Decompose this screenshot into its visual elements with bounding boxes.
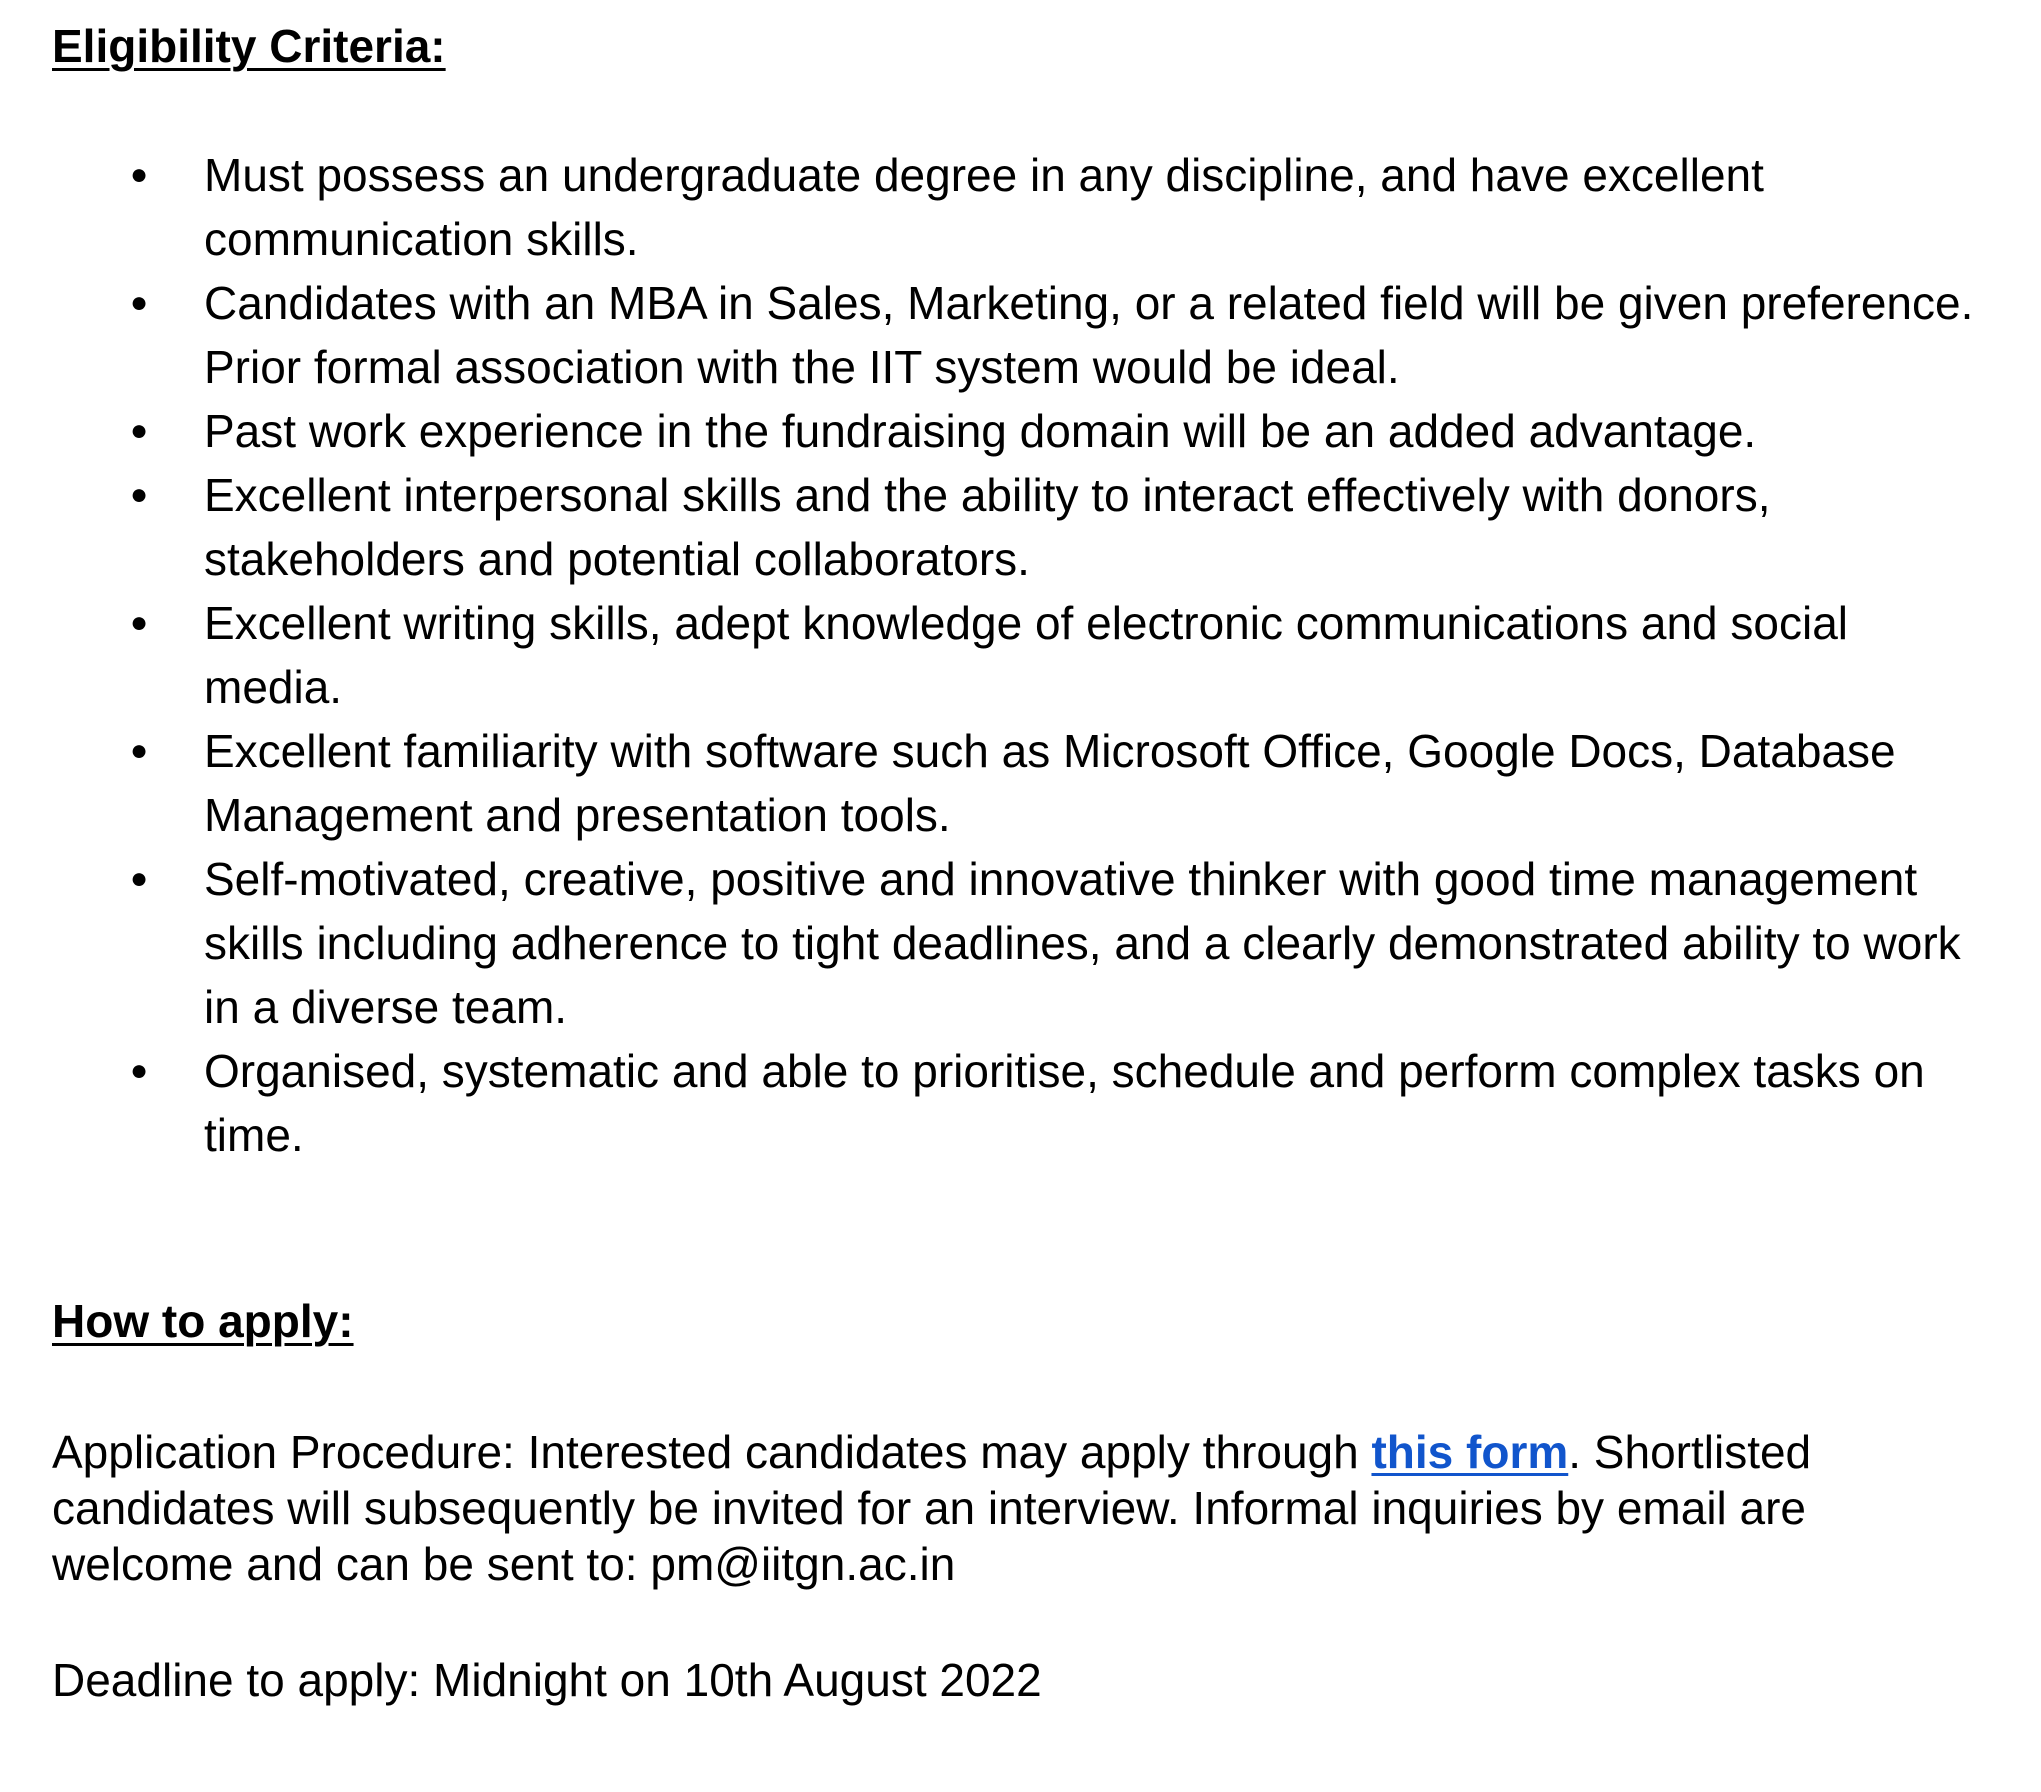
criteria-text: Excellent interpersonal skills and the ability to interact effectively with donors, stakeholders and potential collaborators. xyxy=(204,469,1771,585)
bullet-icon: ● xyxy=(130,478,149,511)
bullet-icon: ● xyxy=(130,734,149,767)
criteria-item xyxy=(0,719,1974,847)
criteria-text: Organised, systematic and able to prioritise, schedule and perform complex tasks on time. xyxy=(204,1045,1925,1161)
criteria-item xyxy=(0,463,1974,591)
eligibility-criteria-heading: Eligibility Criteria: xyxy=(52,20,446,72)
criteria-item xyxy=(0,591,1974,719)
criteria-text: Self-motivated, creative, positive and innovative thinker with good time management skills including adherence to tight deadlines, and a clearly demonstrated ability to work in a diverse team. xyxy=(204,853,1961,1033)
criteria-item xyxy=(0,399,1974,463)
procedure-text-after-link: . Shortlisted candidates will subsequently be invited for an interview. Informal inquiries by email are welcome and can be sent to: pm@iitgn.ac.in xyxy=(52,1426,1812,1590)
criteria-text: Past work experience in the fundraising domain will be an added advantage. xyxy=(204,405,1757,457)
bullet-icon: ● xyxy=(130,862,149,895)
criteria-item xyxy=(0,1039,1974,1167)
bullet-icon: ● xyxy=(130,606,149,639)
bullet-icon: ● xyxy=(130,1054,149,1087)
bullet-icon: ● xyxy=(130,286,149,319)
criteria-text: Candidates with an MBA in Sales, Marketing, or a related field will be given preference. Prior formal association with the IIT system would be ideal. xyxy=(204,277,1974,393)
criteria-item xyxy=(0,271,1974,399)
bullet-icon: ● xyxy=(130,158,149,191)
procedure-text-before-link: Application Procedure: Interested candidates may apply through xyxy=(52,1426,1372,1478)
criteria-text: Excellent familiarity with software such as Microsoft Office, Google Docs, Database Management and presentation tools. xyxy=(204,725,1896,841)
deadline-text: Deadline to apply: Midnight on 10th August 2022 xyxy=(52,1654,1042,1706)
criteria-text: Excellent writing skills, adept knowledge of electronic communications and social media. xyxy=(204,597,1849,713)
eligibility-criteria-list xyxy=(0,143,2041,1167)
criteria-text: Must possess an undergraduate degree in any discipline, and have excellent communication skills. xyxy=(204,149,1764,265)
criteria-item xyxy=(0,847,1974,1039)
application-procedure-paragraph xyxy=(52,1424,1952,1592)
criteria-item xyxy=(0,143,1974,271)
bullet-icon: ● xyxy=(130,414,149,447)
how-to-apply-heading: How to apply: xyxy=(52,1295,354,1347)
application-form-link[interactable]: this form xyxy=(1371,1426,1569,1478)
